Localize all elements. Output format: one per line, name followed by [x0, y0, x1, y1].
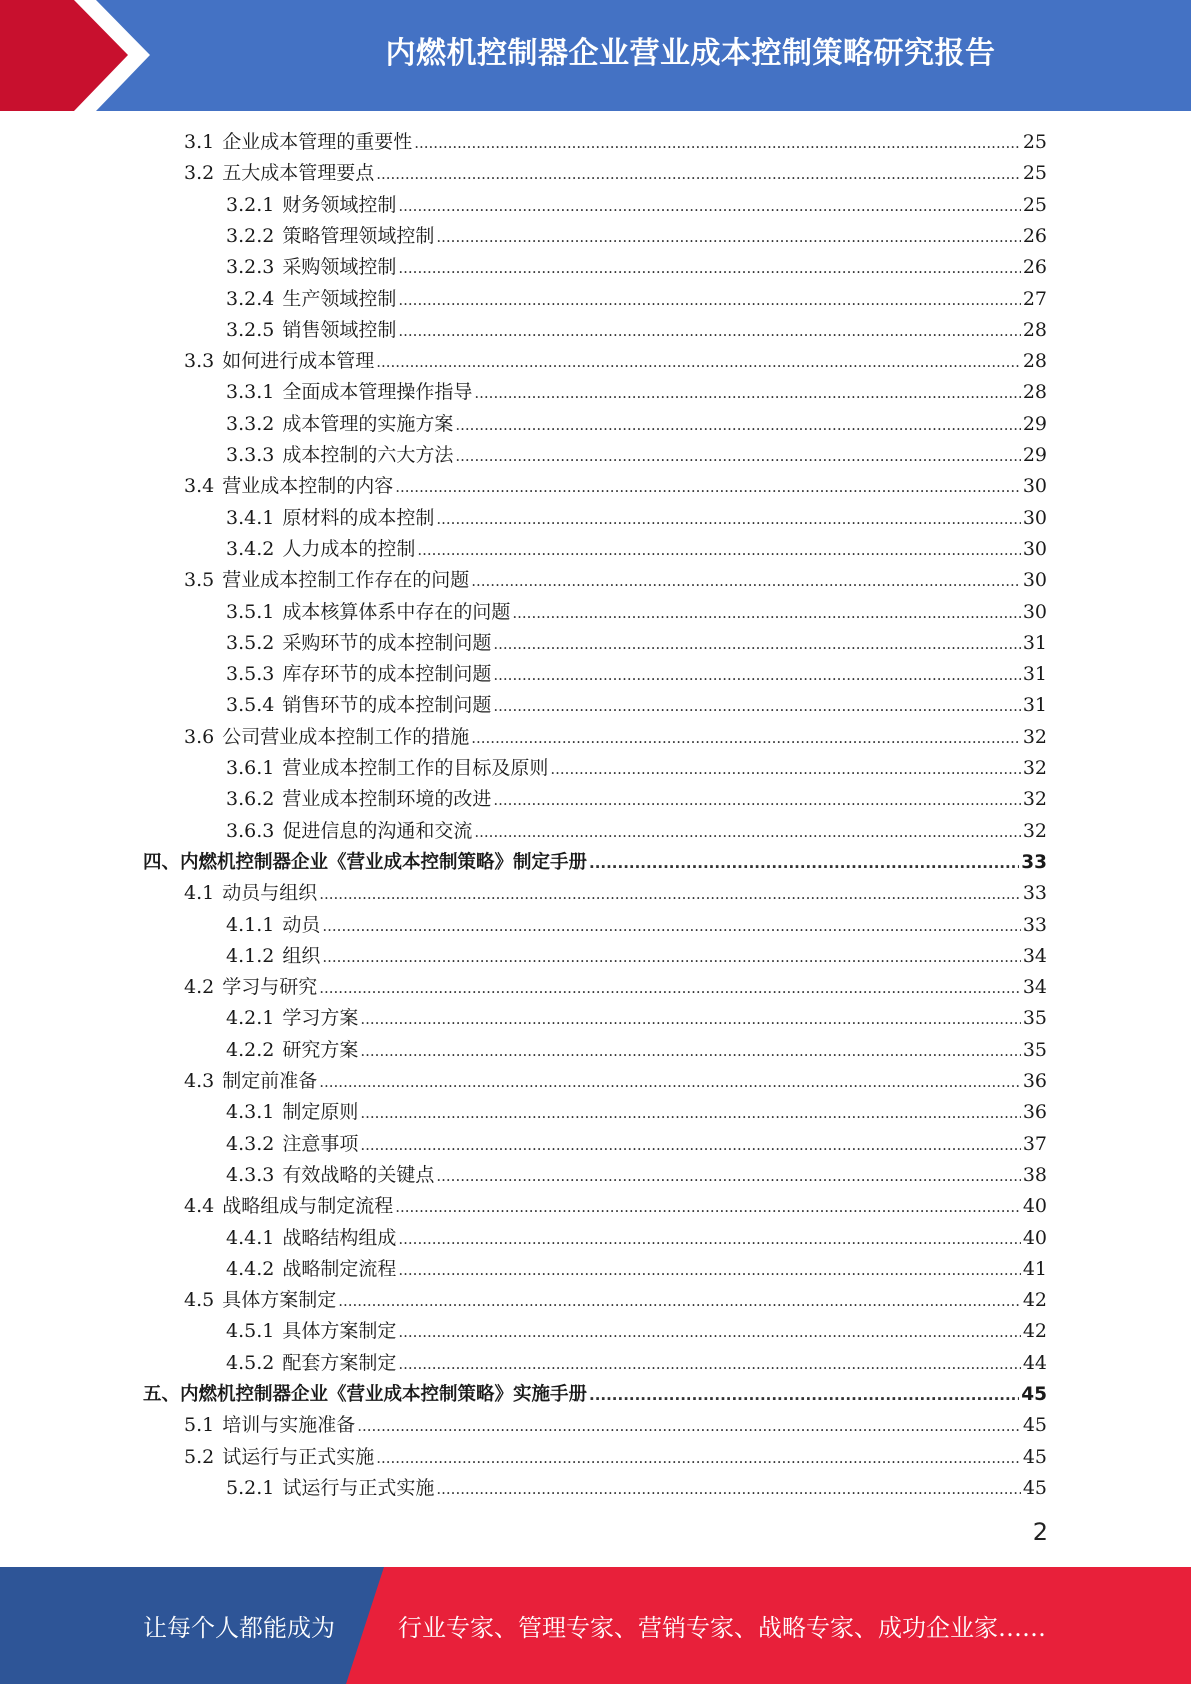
toc-entry-title: 制定原则	[282, 1101, 359, 1124]
toc-entry-number: 3.2.1	[226, 193, 275, 216]
toc-dot-leader	[357, 1411, 1021, 1442]
toc-entry-page: 25	[1022, 193, 1047, 216]
toc-entry-title: 营业成本控制工作的目标及原则	[282, 757, 549, 779]
toc-entry[interactable]	[226, 252, 1047, 283]
toc-entry[interactable]	[184, 346, 1047, 377]
toc-entry-page: 36	[1022, 1070, 1047, 1092]
toc-entry-number: 4.4.2	[226, 1257, 275, 1280]
toc-entry-number: 3.4.2	[226, 537, 275, 560]
toc-entry-number: 4.1	[184, 882, 215, 905]
toc-dot-leader	[436, 1161, 1020, 1192]
toc-entry-page: 27	[1022, 287, 1047, 310]
toc-entry-number: 3.2.5	[226, 318, 275, 341]
toc-entry[interactable]	[184, 878, 1047, 909]
toc-entry-number: 3.5.4	[226, 694, 275, 717]
toc-dot-leader	[322, 942, 1020, 973]
toc-entry-title: 试运行与正式实施	[282, 1476, 435, 1499]
toc-entry[interactable]	[184, 1191, 1047, 1222]
toc-entry-title: 战略组成与制定流程	[222, 1195, 394, 1218]
toc-entry-number: 4.1.2	[226, 944, 275, 967]
toc-dot-leader	[376, 1443, 1021, 1474]
toc-entry-page: 25	[1022, 162, 1047, 185]
toc-dot-leader	[471, 723, 1021, 754]
toc-entry[interactable]	[226, 221, 1047, 252]
toc-dot-leader	[376, 347, 1021, 378]
toc-entry-page: 45	[1021, 1384, 1047, 1405]
toc-dot-leader	[589, 1380, 1019, 1411]
toc-entry-title: 全面成本管理操作指导	[282, 381, 473, 404]
toc-entry-page: 36	[1022, 1101, 1047, 1124]
toc-entry[interactable]	[226, 816, 1047, 847]
toc-entry-number: 3.5	[184, 569, 215, 592]
toc-dot-leader	[319, 879, 1021, 910]
toc-entry-title: 培训与实施准备	[222, 1414, 356, 1437]
toc-entry[interactable]	[184, 1285, 1047, 1316]
toc-entry-number: 4.3.1	[226, 1101, 275, 1124]
toc-dot-leader	[493, 691, 1020, 722]
toc-entry-title: 学习与研究	[222, 976, 318, 999]
toc-entry[interactable]	[226, 284, 1047, 315]
toc-entry-page: 30	[1022, 600, 1047, 623]
toc-dot-leader	[376, 159, 1021, 190]
toc-entry-number: 3.4.1	[226, 506, 275, 529]
toc-entry-page: 34	[1022, 976, 1047, 999]
toc-entry[interactable]	[226, 690, 1047, 721]
toc-dot-leader	[395, 1192, 1021, 1223]
toc-dot-leader	[360, 1098, 1020, 1129]
toc-entry-number: 4.2.1	[226, 1007, 275, 1030]
toc-entry-title: 财务领域控制	[282, 193, 397, 216]
toc-entry-number: 4.5.1	[226, 1320, 275, 1343]
toc-dot-leader	[398, 1255, 1020, 1286]
toc-entry[interactable]	[184, 471, 1047, 502]
toc-entry-number: 4.3.2	[226, 1132, 275, 1155]
toc-entry-page: 45	[1022, 1476, 1047, 1499]
toc-entry-page: 26	[1022, 224, 1047, 247]
toc-dot-leader	[550, 754, 1020, 785]
toc-entry-title: 组织	[282, 944, 321, 967]
toc-dot-leader	[338, 1286, 1021, 1317]
toc-entry-page: 30	[1022, 537, 1047, 560]
toc-entry-page: 41	[1022, 1257, 1047, 1280]
toc-entry-number: 5.1	[184, 1414, 215, 1437]
toc-entry-title: 四、内燃机控制器企业《营业成本控制策略》制定手册	[143, 851, 588, 873]
toc-entry-title: 成本管理的实施方案	[282, 412, 454, 435]
toc-dot-leader	[493, 785, 1020, 816]
toc-entry-page: 30	[1022, 506, 1047, 529]
toc-dot-leader	[398, 316, 1020, 347]
toc-dot-leader	[455, 410, 1020, 441]
toc-entry-number: 4.1.1	[226, 913, 275, 936]
toc-entry[interactable]	[143, 847, 1047, 878]
toc-entry-title: 配套方案制定	[282, 1351, 397, 1374]
toc-dot-leader	[398, 285, 1020, 316]
toc-entry[interactable]	[184, 722, 1047, 753]
toc-dot-leader	[474, 378, 1020, 409]
toc-entry-number: 3.5.3	[226, 663, 275, 686]
toc-entry-page: 29	[1022, 412, 1047, 435]
toc-entry-page: 26	[1022, 256, 1047, 279]
toc-entry-title: 注意事项	[282, 1132, 359, 1155]
toc-entry-number: 3.1	[184, 131, 215, 153]
toc-entry-number: 3.3.1	[226, 381, 275, 404]
toc-entry[interactable]	[226, 377, 1047, 408]
toc-entry-title: 具体方案制定	[222, 1289, 337, 1312]
toc-entry-page: 42	[1022, 1320, 1047, 1343]
toc-entry-title: 如何进行成本管理	[222, 350, 375, 373]
toc-entry-number: 4.3.3	[226, 1163, 275, 1186]
toc-entry[interactable]	[143, 1379, 1047, 1410]
toc-entry-number: 4.3	[184, 1070, 215, 1092]
toc-entry-number: 3.6.3	[226, 819, 275, 842]
toc-dot-leader	[360, 1130, 1020, 1161]
toc-entry[interactable]	[226, 1348, 1047, 1379]
toc-entry[interactable]	[184, 1410, 1047, 1441]
toc-entry-page: 29	[1022, 444, 1047, 466]
toc-entry-number: 3.6.2	[226, 788, 275, 811]
toc-entry-number: 3.6	[184, 725, 215, 748]
toc-entry-page: 45	[1022, 1414, 1047, 1437]
toc-dot-leader	[395, 472, 1021, 503]
toc-dot-leader	[417, 535, 1020, 566]
toc-entry[interactable]	[226, 910, 1047, 941]
toc-entry-page: 38	[1022, 1163, 1047, 1186]
toc-entry-number: 4.2	[184, 976, 215, 999]
toc-entry[interactable]	[226, 190, 1047, 221]
toc-entry[interactable]	[226, 1254, 1047, 1285]
toc-entry-number: 3.2.4	[226, 287, 275, 310]
toc-entry-title: 战略制定流程	[282, 1257, 397, 1280]
toc-dot-leader	[436, 1474, 1020, 1505]
toc-entry-title: 采购环节的成本控制问题	[282, 631, 492, 654]
toc-entry-title: 促进信息的沟通和交流	[282, 819, 473, 842]
toc-dot-leader	[398, 191, 1020, 222]
toc-entry-number: 3.6.1	[226, 757, 275, 779]
toc-entry-number: 4.5	[184, 1289, 215, 1312]
toc-entry[interactable]	[226, 409, 1047, 440]
toc-entry-number: 5.2	[184, 1445, 215, 1468]
toc-entry-title: 具体方案制定	[282, 1320, 397, 1343]
toc-entry[interactable]	[226, 1097, 1047, 1128]
toc-entry-title: 动员	[282, 913, 321, 936]
toc-entry-title: 原材料的成本控制	[282, 506, 435, 529]
toc-entry-number: 3.4	[184, 475, 215, 498]
toc-entry-page: 42	[1022, 1289, 1047, 1312]
toc-dot-leader	[398, 1317, 1020, 1348]
toc-entry-number: 3.3.2	[226, 412, 275, 435]
toc-dot-leader	[436, 504, 1020, 535]
toc-entry-page: 34	[1022, 944, 1047, 967]
toc-entry-title: 营业成本控制环境的改进	[282, 788, 492, 811]
toc-entry[interactable]	[226, 1473, 1047, 1504]
toc-dot-leader	[493, 660, 1020, 691]
toc-entry-title: 动员与组织	[222, 882, 318, 905]
toc-entry[interactable]	[226, 784, 1047, 815]
toc-entry-page: 33	[1021, 851, 1047, 873]
toc-entry-page: 40	[1022, 1195, 1047, 1218]
toc-dot-leader	[319, 973, 1021, 1004]
toc-dot-leader	[589, 848, 1019, 879]
toc-dot-leader	[414, 128, 1021, 159]
toc-entry-page: 30	[1022, 569, 1047, 592]
toc-entry-title: 五、内燃机控制器企业《营业成本控制策略》实施手册	[143, 1384, 588, 1405]
toc-entry-title: 成本控制的六大方法	[282, 444, 454, 466]
toc-entry-page: 28	[1022, 318, 1047, 341]
toc-entry-title: 人力成本的控制	[282, 537, 416, 560]
toc-entry[interactable]	[184, 972, 1047, 1003]
toc-entry[interactable]	[226, 1129, 1047, 1160]
toc-entry-title: 成本核算体系中存在的问题	[282, 600, 511, 623]
toc-dot-leader	[455, 441, 1020, 472]
toc-entry-number: 3.3	[184, 350, 215, 373]
toc-entry-page: 32	[1022, 819, 1047, 842]
toc-entry-number: 3.5.1	[226, 600, 275, 623]
toc-entry-number: 3.3.3	[226, 444, 275, 466]
toc-entry-title: 研究方案	[282, 1038, 359, 1061]
toc-entry-page: 25	[1022, 131, 1047, 153]
toc-entry-title: 五大成本管理要点	[222, 162, 375, 185]
toc-entry-title: 库存环节的成本控制问题	[282, 663, 492, 686]
toc-entry-number: 4.5.2	[226, 1351, 275, 1374]
toc-entry-page: 35	[1022, 1007, 1047, 1030]
toc-entry-page: 44	[1022, 1351, 1047, 1374]
toc-entry-title: 试运行与正式实施	[222, 1445, 375, 1468]
footer-slogan-left: 让每个人都能成为	[143, 1614, 335, 1642]
toc-entry[interactable]	[226, 1316, 1047, 1347]
page-footer	[0, 1567, 1191, 1684]
toc-entry-page: 32	[1022, 725, 1047, 748]
toc-entry-title: 生产领域控制	[282, 287, 397, 310]
toc-entry-number: 4.4.1	[226, 1226, 275, 1249]
document-title: 内燃机控制器企业营业成本控制策略研究报告	[385, 36, 996, 71]
footer-slogan-right: 行业专家、管理专家、营销专家、战略专家、成功企业家……	[398, 1614, 1046, 1642]
toc-entry[interactable]	[226, 941, 1047, 972]
toc-dot-leader	[512, 598, 1020, 629]
toc-entry[interactable]	[184, 158, 1047, 189]
toc-entry-title: 战略结构组成	[282, 1226, 397, 1249]
toc-entry[interactable]	[226, 1035, 1047, 1066]
toc-entry-title: 采购领域控制	[282, 256, 397, 279]
toc-entry-page: 28	[1022, 350, 1047, 373]
toc-entry-title: 销售环节的成本控制问题	[282, 694, 492, 717]
toc-entry[interactable]	[226, 1003, 1047, 1034]
toc-entry[interactable]	[226, 315, 1047, 346]
toc-entry-page: 28	[1022, 381, 1047, 404]
toc-dot-leader	[471, 566, 1021, 597]
toc-entry[interactable]	[184, 127, 1047, 158]
toc-entry[interactable]	[226, 1160, 1047, 1191]
toc-entry-page: 40	[1022, 1226, 1047, 1249]
toc-dot-leader	[474, 817, 1020, 848]
toc-entry[interactable]	[226, 659, 1047, 690]
toc-entry-title: 营业成本控制工作存在的问题	[222, 569, 470, 592]
toc-dot-leader	[322, 911, 1020, 942]
toc-entry-number: 3.2.2	[226, 224, 275, 247]
page-header	[0, 0, 1191, 111]
toc-entry-title: 策略管理领域控制	[282, 224, 435, 247]
toc-entry-number: 4.4	[184, 1195, 215, 1218]
toc-dot-leader	[398, 1349, 1020, 1380]
toc-entry-number: 3.2.3	[226, 256, 275, 279]
toc-entry-title: 营业成本控制的内容	[222, 475, 394, 498]
toc-entry[interactable]	[226, 1223, 1047, 1254]
toc-entry[interactable]	[226, 597, 1047, 628]
toc-entry-page: 45	[1022, 1445, 1047, 1468]
toc-dot-leader	[319, 1067, 1021, 1098]
toc-entry-title: 公司营业成本控制工作的措施	[222, 725, 470, 748]
toc-entry-page: 37	[1022, 1132, 1047, 1155]
toc-entry-page: 35	[1022, 1038, 1047, 1061]
toc-dot-leader	[493, 629, 1020, 660]
toc-dot-leader	[360, 1036, 1020, 1067]
toc-entry-page: 31	[1022, 631, 1047, 654]
toc-entry[interactable]	[226, 753, 1047, 784]
toc-entry-page: 32	[1022, 757, 1047, 779]
toc-entry-page: 31	[1022, 694, 1047, 717]
toc-entry-title: 学习方案	[282, 1007, 359, 1030]
toc-entry-title: 企业成本管理的重要性	[222, 131, 413, 153]
toc-dot-leader	[360, 1004, 1020, 1035]
toc-entry[interactable]	[226, 440, 1047, 471]
toc-dot-leader	[398, 253, 1020, 284]
toc-entry-title: 有效战略的关键点	[282, 1163, 435, 1186]
toc-entry-page: 33	[1022, 882, 1047, 905]
toc-entry-page: 30	[1022, 475, 1047, 498]
toc-entry[interactable]	[226, 534, 1047, 565]
toc-entry-page: 33	[1022, 913, 1047, 936]
toc-entry-title: 制定前准备	[222, 1070, 318, 1092]
toc-entry-page: 32	[1022, 788, 1047, 811]
toc-entry-number: 5.2.1	[226, 1476, 275, 1499]
toc-entry-number: 3.5.2	[226, 631, 275, 654]
toc-entry[interactable]	[184, 1066, 1047, 1097]
toc-entry-number: 3.2	[184, 162, 215, 185]
toc-entry-page: 31	[1022, 663, 1047, 686]
toc-entry-title: 销售领域控制	[282, 318, 397, 341]
toc-entry[interactable]	[184, 1442, 1047, 1473]
toc-dot-leader	[436, 222, 1020, 253]
toc-entry[interactable]	[226, 628, 1047, 659]
toc-dot-leader	[398, 1224, 1020, 1255]
toc-entry[interactable]	[184, 565, 1047, 596]
toc-entry-number: 4.2.2	[226, 1038, 275, 1061]
toc-entry[interactable]	[226, 503, 1047, 534]
page-number: 2	[1032, 1518, 1048, 1546]
